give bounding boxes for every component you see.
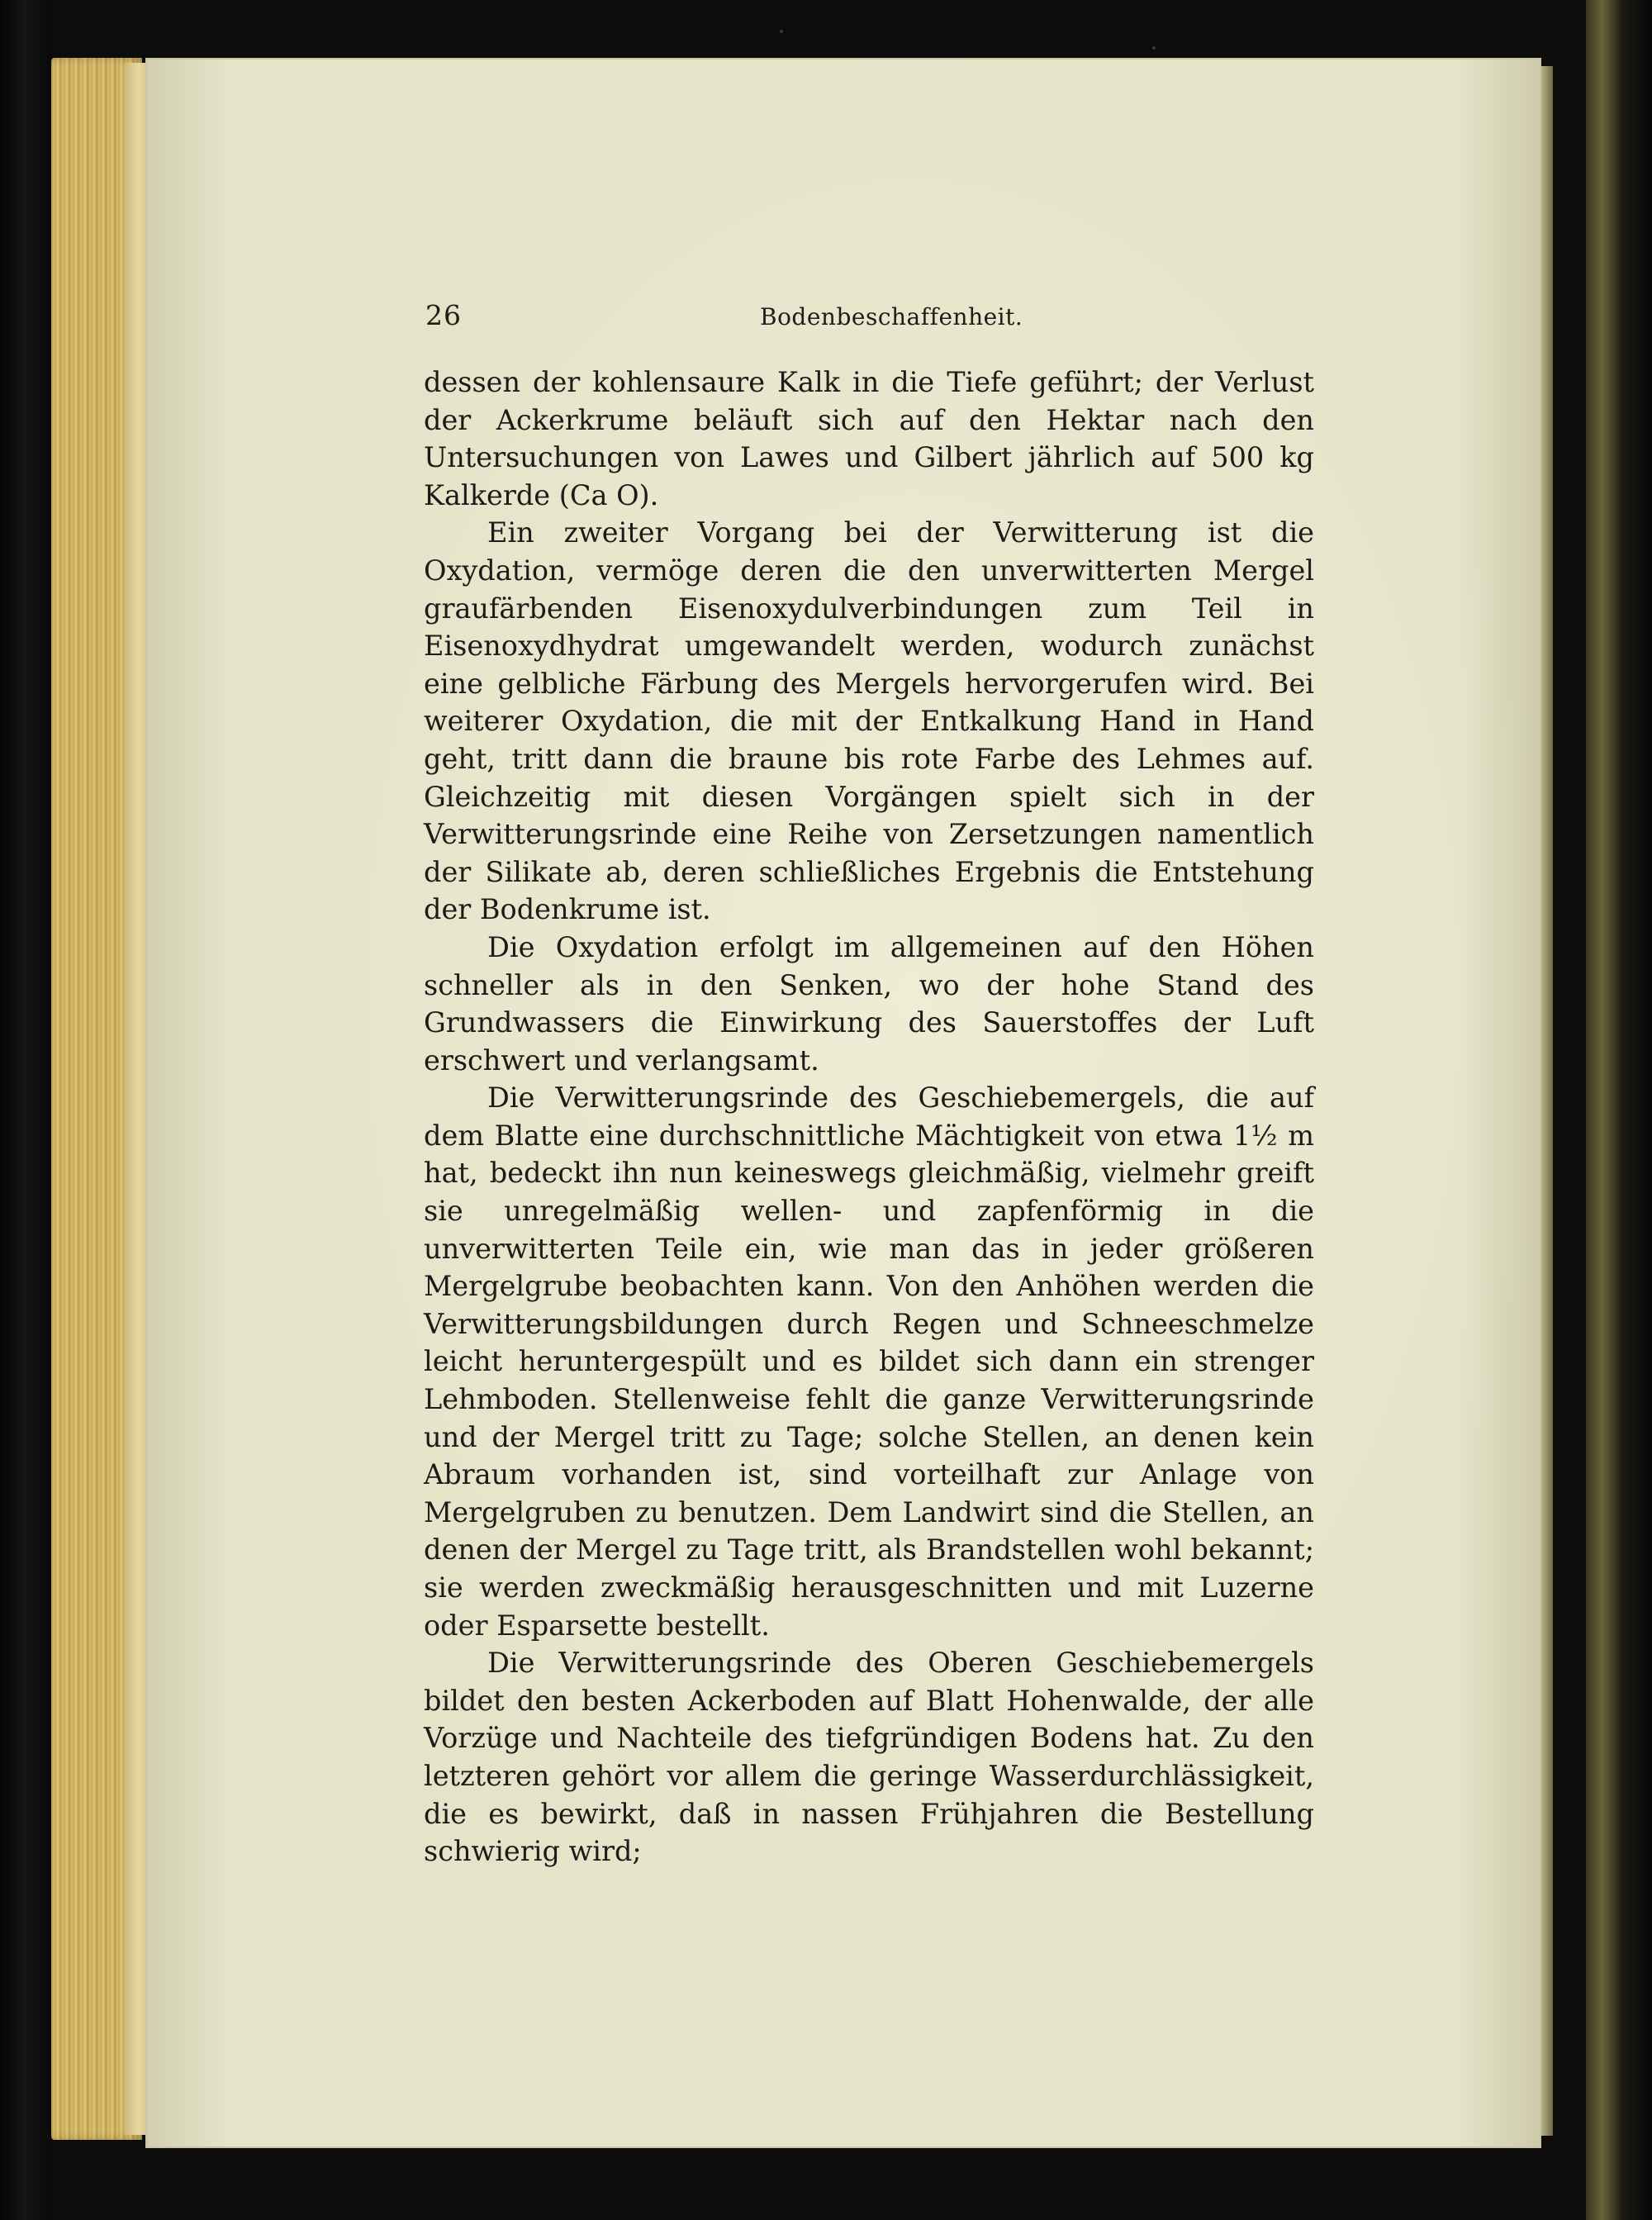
running-head: Bodenbeschaffenheit. xyxy=(760,303,1023,330)
paragraph: Die Verwitterungsrinde des Geschiebemergels, die auf dem Blatte eine durchschnittliche Mächtigkeit von etwa 1½ m hat, bedeckt ihn nun keineswegs gleichmäßig, vielmehr greift sie unregelmäßig wellen- und zapfenförmig in die unverwitterten Teile ein, wie man das in jeder größeren Mergelgrube beobachten kann. Von den Anhöhen werden die Verwitterungsbildungen durch Regen und Schneeschmelze leicht heruntergespült und es bildet sich dann ein strenger Lehmboden. Stellenweise fehlt die ganze Verwitterungsrinde und der Mergel tritt zu Tage; solche Stellen, an denen kein Abraum vorhanden ist, sind vorteilhaft zur Anlage von Mergelgruben zu benutzen. Dem Landwirt sind die Stellen, an denen der Mergel zu Tage tritt, als Brandstellen wohl bekannt; sie werden zweckmäßig herausgeschnitten und mit Luzerne oder Esparsette bestellt. xyxy=(424,1081,1314,1642)
page-number: 26 xyxy=(425,299,462,331)
paragraph: dessen der kohlensaure Kalk in die Tiefe geführt; der Verlust der Ackerkrume beläuft sich auf den Hektar nach den Untersuchungen von Lawes und Gilbert jährlich auf 500 kg Kalkerde (Ca O). xyxy=(424,366,1314,511)
paragraph: Ein zweiter Vorgang bei der Verwitterung ist die Oxydation, vermöge deren die den unverwitterten Mergel graufärbenden Eisenoxydulverbindungen zum Teil in Eisenoxydhydrat umgewandelt werden, wodurch zunächst eine gelbliche Färbung des Mergels hervorgerufen wird. Bei weiterer Oxydation, die mit der Entkalkung Hand in Hand geht, tritt dann die braune bis rote Farbe des Lehmes auf. Gleichzeitig mit diesen Vorgängen spielt sich in der Verwitterungsrinde eine Reihe von Zersetzungen namentlich der Silikate ab, deren schließliches Ergebnis die Entstehung der Bodenkrume ist. xyxy=(424,516,1314,926)
paragraph: Die Verwitterungsrinde des Oberen Geschiebemergels bildet den besten Ackerboden auf Blatt Hohenwalde, der alle Vorzüge und Nachteile des tiefgründigen Bodens hat. Zu den letzteren gehört vor allem die geringe Wasserdurchlässigkeit, die es bewirkt, daß in nassen Frühjahren die Bestellung schwierig wird; xyxy=(424,1647,1314,1868)
book-binding xyxy=(0,0,51,2220)
dust-speck xyxy=(780,30,783,33)
page-fold-shadow xyxy=(1541,66,1553,2136)
page-header xyxy=(425,299,1326,340)
facing-page-edge xyxy=(1586,0,1652,2220)
paragraph: Die Oxydation erfolgt im allgemeinen auf den Höhen schneller als in den Senken, wo der hohe Stand des Grundwassers die Einwirkung des Sauerstoffes der Luft erschwert und verlangsamt. xyxy=(424,930,1314,1077)
body-text xyxy=(424,364,1314,1871)
dust-speck xyxy=(1152,46,1156,50)
